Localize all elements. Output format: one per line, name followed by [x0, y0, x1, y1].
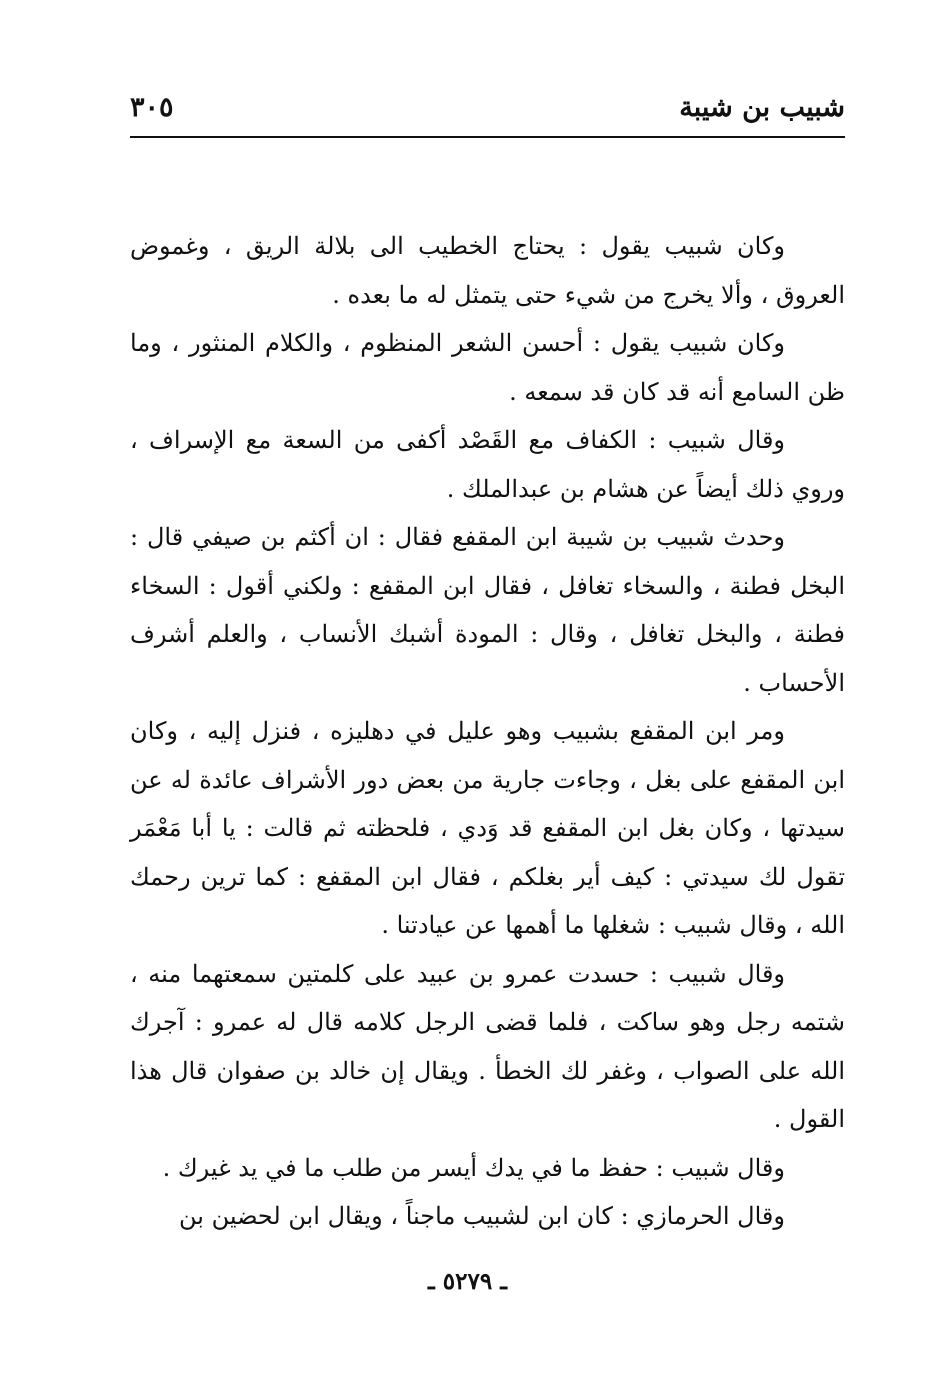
paragraph-6: وقال شبيب : حسدت عمرو بن عبيد على كلمتين سمعتهما منه ، شتمه رجل وهو ساكت ، فلما قضى الرجل كلامه قال له عمرو : آجرك الله على الصواب ، وغفر لك الخطأ . ويقال إن خالد بن صفوان قال هذا القول . — [130, 959, 845, 1133]
header-rule — [130, 136, 845, 138]
paragraph-1: وكان شبيب يقول : يحتاج الخطيب الى بلالة الريق ، وغموض العروق ، وألا يخرج من شيء حتى يتمثل له ما بعده . — [130, 232, 845, 309]
paragraph-8: وقال الحرمازي : كان ابن لشبيب ماجناً ، ويقال ابن لحضين بن — [179, 1202, 785, 1230]
paragraph-5: ومر ابن المقفع بشبيب وهو عليل في دهليزه ، فنزل إليه ، وكان ابن المقفع على بغل ، وجاءت جارية من بعض دور الأشراف عائدة له عن سيدتها ، وكان بغل ابن المقفع قد وَدي ، فلحظته ثم قالت : يا أبا مَعْمَر تقول لك سيدتي : كيف أير بغلكم ، فقال ابن المقفع : كما ترين رحمك الله ، وقال شبيب : شغلها ما أهمها عن عيادتنا . — [130, 717, 845, 939]
running-head — [130, 88, 845, 136]
body-text — [130, 222, 845, 1241]
paragraph-3: وقال شبيب : الكفاف مع القَصْد أكفى من السعة مع الإسراف ، وروي ذلك أيضاً عن هشام بن عبدالملك . — [130, 426, 845, 503]
footer-folio: ـ ٥٢٧٩ ـ — [428, 1268, 507, 1295]
paragraph-4: وحدث شبيب بن شيبة ابن المقفع فقال : ان أكثم بن صيفي قال : البخل فطنة ، والسخاء تغافل ، فقال ابن المقفع : ولكني أقول : السخاء فطنة ، والبخل تغافل ، وقال : المودة أشبك الأنساب ، والعلم أشرف الأحساب . — [130, 523, 845, 697]
paragraph-2: وكان شبيب يقول : أحسن الشعر المنظوم ، والكلام المنثور ، وما ظن السامع أنه قد كان قد سمعه . — [130, 329, 845, 406]
running-title: شبيب بن شيبة — [679, 92, 845, 123]
page-number: ٣٠٥ — [130, 92, 174, 123]
paragraph-7: وقال شبيب : حفظ ما في يدك أيسر من طلب ما في يد غيرك . — [162, 1153, 785, 1182]
